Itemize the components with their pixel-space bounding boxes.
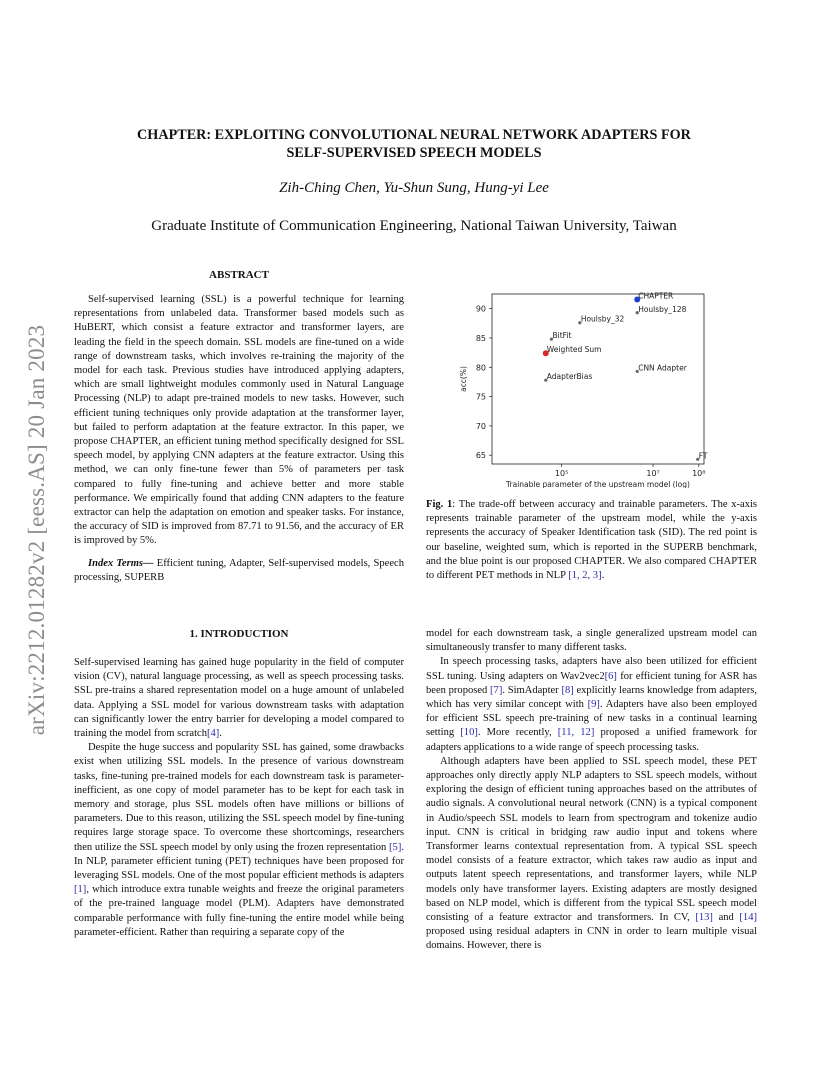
- y-tick-label: 90: [475, 304, 486, 314]
- citation-link[interactable]: [5]: [389, 841, 402, 853]
- title-line-2: SELF-SUPERVISED SPEECH MODELS: [286, 145, 542, 161]
- x-tick-label: 10⁵: [554, 469, 569, 478]
- data-point-label: Weighted Sum: [546, 345, 602, 355]
- y-tick-label: 65: [475, 451, 486, 461]
- intro-paragraph-2: Despite the huge success and popularity SSL has gained, some drawbacks exist when utilizing SSL models. In the presence of various downstream tasks, fine-tuning pre-trained models for each downstream task is parameter-inefficient, as one copy of model parameter has to be kept for each task in memory and storage, plus SSL models often have millions or billions of parameters. Due to this reason, utilizing the SSL speech model by fine-tuning requires large storage space. To overcome these shortcomings, researchers then utilize the SSL speech model by only using the frozen representation [5]. In NLP, parameter efficient tuning (PET) techniques have been proposed for leveraging SSL models. One of the most popular efficient methods is adapters [1], which introduce extra tunable weights and freeze the original parameters of the pre-trained language model (PLM). Adapters have demonstrated comparable performance with fully fine-tuning the entire model while being parameter-efficient. Rather than requiring a separate copy of the: [74, 742, 404, 938]
- figure-caption: Fig. 1: The trade-off between accuracy and trainable parameters. The x-axis represents trainable parameter of the upstream model, while the y-axis represents the accuracy of Speaker Identification task (SID). The red point is our baseline, weighted sum, which is reported in the SUPERB benchmark, and the blue point is our proposed CHAPTER. We also compared CHAPTER to different PET methods in NLP [1, 2, 3].: [426, 499, 757, 582]
- citation-link[interactable]: [1]: [74, 884, 87, 896]
- citation-link[interactable]: [13]: [695, 912, 713, 924]
- citation-link[interactable]: [10]: [460, 727, 478, 739]
- affiliation: Graduate Institute of Communication Engineering, National Taiwan University, Taiwan: [151, 218, 677, 234]
- data-point-label: CHAPTER: [638, 291, 674, 301]
- paper-title: [78, 126, 750, 162]
- x-axis-label: Trainable parameter of the upstream model (log): [506, 480, 690, 488]
- data-point-label: AdapterBias: [546, 372, 593, 382]
- index-terms-label: Index Terms—: [88, 557, 154, 569]
- figure-label: Fig. 1: [426, 499, 453, 510]
- abstract-section: [74, 293, 404, 585]
- index-terms-text: Efficient tuning, Adapter, Self-supervised models, Speech processing, SUPERB: [74, 557, 404, 583]
- index-terms: [74, 557, 404, 585]
- intro-right-column: [426, 627, 757, 954]
- citation-link[interactable]: [11, 12]: [557, 727, 595, 739]
- citation-link[interactable]: [6]: [604, 670, 617, 682]
- y-tick-label: 75: [475, 392, 486, 402]
- abstract-body: Self-supervised learning (SSL) is a powerful technique for learning representations from unlabeled data. Transformer based models such as HuBERT, which consist a feature extractor and transformer layers, are leading the field in the speech domain. SSL models are fine-tuned on a wide range of downstream tasks, which involves re-training the majority of the model for each task. Previous studies have introduced applying adapters, which are small lightweight modules commonly used in Natural Language Processing (NLP) to adapt pre-trained models to new tasks. However, such efficient tuning techniques only provide adaptation at the transformer layer, but failed to perform adaptation at the feature extractor. In this paper, we propose CHAPTER, an efficient tuning method specifically designed for SSL speech model, by applying CNN adapters at the feature extractor. Using this method, we can only fine-tune fewer than 5% of parameters per task compared to fully fine-tuning and achieve better and more stable performance. We empirically found that adding CNN adapters to the feature extractor can help the adaptation on emotion and speaker tasks. For instance, the accuracy of SID is improved from 87.71 to 91.56, and the accuracy of ER is improved by 5%.: [74, 294, 404, 547]
- intro-paragraph-3: model for each downstream task, a single generalized upstream model can simultaneously transfer to many different tasks.: [426, 628, 757, 654]
- intro-paragraph-4: In speech processing tasks, adapters have also been utilized for efficient SSL tuning. Using adapters on Wav2vec2[6] for efficient tuning for ASR has been proposed [7]. SimAdapter [8] explicitly learns knowledge from adapters, which has very similar concept with [9]. Adapters have also been employed for efficient SSL speech pre-training of new tasks in a continual learning setting [10]. More recently, [11, 12] proposed a unified framework for adapters applications to a wide range of speech processing tasks.: [426, 656, 757, 753]
- intro-left-column: [74, 656, 404, 940]
- y-tick-label: 80: [475, 363, 486, 373]
- citation-link[interactable]: [7]: [490, 684, 503, 696]
- y-tick-label: 85: [475, 333, 486, 343]
- citation-link[interactable]: [4]: [206, 728, 220, 740]
- author-list: Zih-Ching Chen, Yu-Shun Sung, Hung-yi Lee: [279, 180, 549, 196]
- section-heading-introduction: 1. INTRODUCTION: [189, 628, 289, 640]
- data-point-label: BitFit: [552, 331, 572, 341]
- citation-link[interactable]: [14]: [739, 912, 757, 924]
- data-point-label: Houlsby_32: [580, 314, 625, 324]
- figure-caption-text: : The trade-off between accuracy and trainable parameters. The x-axis represents trainable parameter of the upstream model, while the y-axis represents the accuracy of Speaker Identification task (SID). The red point is our baseline, weighted sum, which is reported in the SUPERB benchmark, and the blue point is our proposed CHAPTER. We also compared CHAPTER to different PET methods in NLP: [426, 499, 757, 582]
- data-point-label: FT: [698, 451, 708, 461]
- data-point-label: CNN Adapter: [638, 363, 687, 373]
- arxiv-identifier: arXiv:2212.01282v2 [eess.AS] 20 Jan 2023: [24, 324, 49, 736]
- arxiv-side-stamp: [22, 285, 52, 775]
- intro-paragraph-5: Although adapters have been applied to SSL speech model, these PET approaches only directly apply NLP adapters to SSL speech models, without exploring the design of efficient tuning approaches based on the attributes of audio signals. A convolutional neural network (CNN) is a typical component in Audio/speech SSL models to learn from spectrogram and tokenize audio input. CNN is critical in bridging raw audio input and tokens where Transformer learns contextual representation from. A typical SSL speech model consists of a feature extractor, which takes raw audio as input and outputs latent speech representations, and transformer layers, while NLP models only have transformer layers. Existing adapters are mostly designed based on NLP model, which is different from the typical SSL speech model consisting of a feature extractor and transformers. In CV, [13] and [14] proposed using residual adapters in CNN in order to learn multiple visual domains. However, there is: [426, 755, 757, 952]
- y-tick-label: 70: [475, 421, 486, 431]
- y-axis-label: acc(%): [459, 366, 468, 392]
- accuracy-vs-parameters-chart: [452, 288, 712, 488]
- citation-link[interactable]: [1, 2, 3]: [568, 570, 602, 582]
- x-tick-label: 10⁸: [692, 469, 706, 478]
- x-tick-label: 10⁷: [646, 469, 660, 478]
- data-point-label: Houlsby_128: [638, 304, 687, 314]
- intro-paragraph-1: Self-supervised learning has gained huge popularity in the field of computer vision (CV), natural language processing, as well as speech processing tasks. SSL pre-trains a shared representation model on a huge amount of unlabeled data. Applying a SSL model for various downstream tasks with adaptation can significantly lower the entry barrier for developing a model compared to training the model from scratch[4].: [74, 657, 404, 740]
- citation-link[interactable]: [8]: [561, 684, 574, 696]
- abstract-heading: ABSTRACT: [209, 269, 269, 281]
- title-line-1: CHAPTER: EXPLOITING CONVOLUTIONAL NEURAL NETWORK ADAPTERS FOR: [137, 127, 691, 143]
- citation-link[interactable]: [9]: [587, 699, 600, 711]
